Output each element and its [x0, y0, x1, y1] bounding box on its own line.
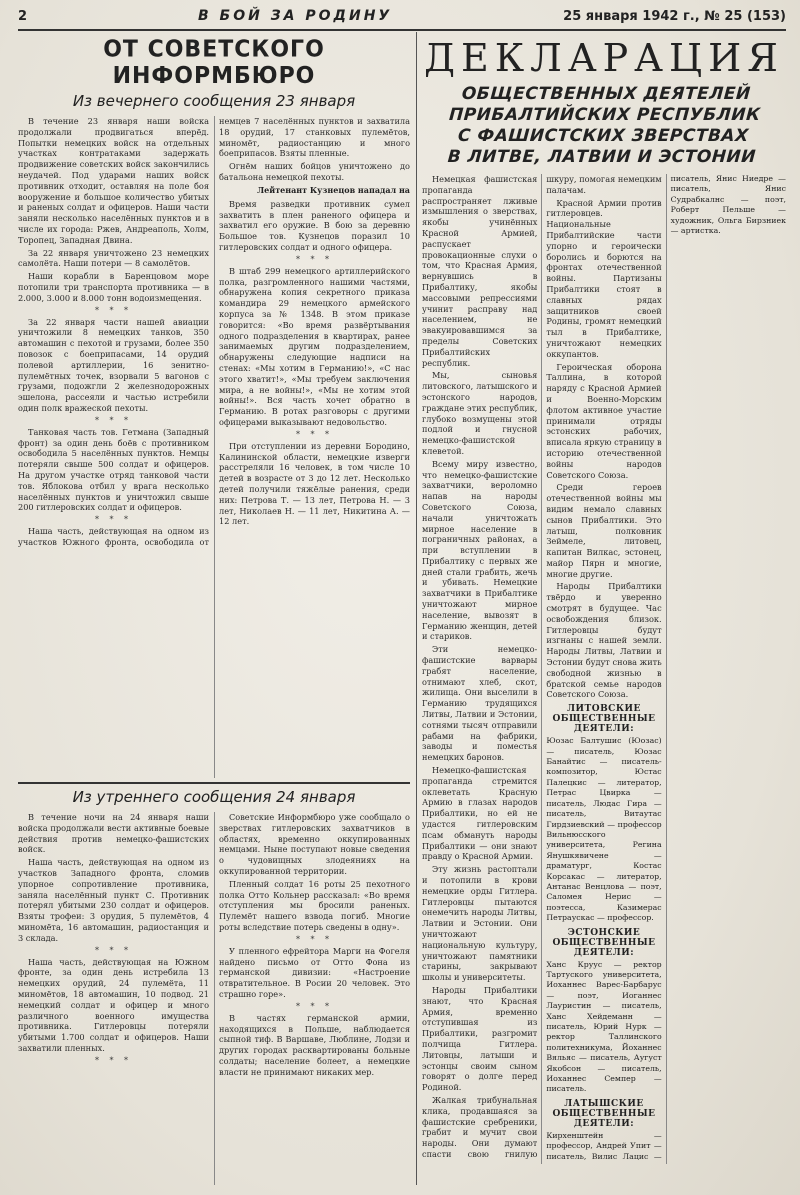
- morning-report: [18, 812, 410, 1185]
- article-paragraph: Красной Армии против гитлеровцев. Национальные Прибалтийские части упорно и героически боролись и борются на фронтах отечественной войны. Партизаны Прибалтики стоят в славных рядах защитников своей Родины, громят немецкий тыл в Прибалтике, уничтожают немецких оккупантов.: [546, 197, 662, 359]
- article-paragraph: Немецко-фашистская пропаганда стремится оклеветать Красную Армию в глазах народов Прибалтики, но ей не удастся гитлеровским псам обмануть народы Прибалтики — они знают правду о Красной Армии.: [422, 765, 538, 862]
- separator-stars: * * *: [94, 1055, 133, 1065]
- subtitle-line: С ФАШИСТСКИХ ЗВЕРСТВАХ: [457, 126, 750, 146]
- evening-subhead: Из вечернего сообщения 23 января: [72, 92, 356, 110]
- article-paragraph: За 22 января уничтожено 23 немецких самолёта. Наши потери — 8 самолётов.: [18, 247, 209, 269]
- article-paragraph: Огнём наших бойцов уничтожено до батальона немецкой пехоты.: [219, 161, 410, 182]
- article-paragraph: В частях германской армии, находящихся в Польше, наблюдается сыпной тиф. В Варшаве, Люблине, Лодзи и других городах расквартированы больные солдаты; население болеет, а немецкие власти не принимают никаких мер.: [219, 1012, 410, 1077]
- article-paragraph: У пленного ефрейтора Марги на Фогеля найдено письмо от Отто Фона из германской дивизии: «Настроение отвратительное. В Росии 20 человек. Это страшно горе».: [219, 945, 410, 999]
- separator-stars: * * *: [94, 945, 133, 955]
- section-divider: [18, 782, 410, 784]
- subtitle-line: ОБЩЕСТВЕННЫХ ДЕЯТЕЛЕЙ ПРИБАЛТИЙСКИХ РЕСПУБЛИК: [448, 84, 762, 125]
- signoff: Лейтенант Кузнецов нападал на: [257, 184, 410, 195]
- article-paragraph: Народы Прибалтики знают, что Красная Армия, временно отступившая из Прибалтики, разгромит полчища Гитлера. Литовцы, латыши и эстонцы своим сыном говорят о долге перед Родиной.: [422, 984, 538, 1093]
- article-paragraph: Наши корабли в Баренцовом море потопили три транспорта противника — в 2.000, 3.000 и 8.000 тонн водоизмещения.: [18, 271, 209, 303]
- page-number: 2: [18, 9, 28, 24]
- article-paragraph: Героическая оборона Таллина, в которой наряду с Красной Армией и Военно-Морским флотом активное участие принимали отряды эстонских рабочих, вписала яркую страницу в историю отечественной войны народов Советского Союза.: [546, 361, 662, 480]
- declaration-section: [422, 32, 786, 1185]
- article-paragraph: В течение 23 января наши войска продолжали продвигаться вперёд. Попытки немецких войск на отдельных участках контратаками задержать продвижение советских войск закончились неудачей. Под ударами наших войск противник отходит, оставляя на поле боя вооружение и большое количество убитых и раненых солдат и офицеров. Наши части заняли несколько населённых пунктов и в числе их города: Ржев, Андреаполь, Холм, Торопец, Западная Двина.: [18, 116, 209, 245]
- issue-date: 25 января 1942 г., № 25 (153): [563, 9, 786, 24]
- article-paragraph: В штаб 299 немецкого артиллерийского полка, разгромленного нашими частями, обнаружена копия секретного приказа командира 29 немецкого армейского корпуса за № 1348. В этом приказе говорится: «Во время развёртывания одного подразделения в квартирах, ранее занимаемых другим подразделением, обнаружены следующие надписи на стенах: «Мы хотим в Германию!», «С нас этого хватит!», «Мы требуем заключения мира, а не войны!», «Мы не хотим этой войны!». Вся часть хочет обратно в Германию. В ротах разговоры с другими офицерами выказывают недовольство.: [219, 265, 410, 427]
- evening-report: [18, 116, 410, 778]
- sovinform-section: [18, 32, 410, 1185]
- article-paragraph: Немецкая фашистская пропаганда распространяет лживые измышления о зверствах, якобы учинённых Красной Армией, распускает провокационные слухи о том, что Красная Армия, вернувшись в Прибалтику, якобы массовыми репрессиями учинит расправу над населением, не эвакуировавшимся за пределы Советских Прибалтийских республик.: [422, 174, 538, 368]
- article-paragraph: Жалкая трибунальная клика, продавшаяся за фашистские сребреники, грабит и мучит свои народы. Они думают спасти свою гнилую шкуру, помогая немецким палачам.: [422, 174, 662, 1159]
- article-paragraph: Эти немецко-фашистские варвары грабят население, отнимают хлеб, скот, жилища. Они выселили в Германию трудящихся Литвы, Латвии и Эстонии, сотнями тысяч отправили рабами на фабрики, заводы и поместья немецких баронов.: [422, 644, 538, 763]
- estonian-signatories: Ханс Круус — ректор Тартуского университета, Иоханнес Варес-Барбарус — поэт, Иоганнес Лауристин — писатель, Ханс Хейдеманн — писатель, Юрий Нурк — ректор Таллинского политехникума, Йоханнес Вяльяс — писатель, Аугуст Якобсон — писатель, Иоханнес Семпер — писатель.: [546, 959, 662, 1094]
- article-paragraph: Мы, сыновья литовского, латышского и эстонского народов, граждане этих республик, глубоко возмущены этой подлой и гнусной немецко-фашистской клеветой.: [422, 370, 538, 456]
- separator-stars: * * *: [295, 934, 334, 944]
- latvian-signatories: Кирхенштейн — профессор, Андрей Упит — писатель, Вилис Лацис — писатель, Янис Ниедре — писатель, Янис Судрабкалнс — поэт, Роберт Пельше — художник, Ольга Бирзниек — артистка.: [546, 174, 786, 1161]
- lithuanian-list-title: ЛИТОВСКИЕ ОБЩЕСТВЕННЫЕ ДЕЯТЕЛИ:: [552, 704, 656, 735]
- separator-stars: * * *: [94, 415, 133, 425]
- article-paragraph: Пленный солдат 16 роты 25 пехотного полка Отто Кольнер рассказал: «Во время отступления мы бросили раненых. Пулемёт нашего взвода погиб. Многие роты вследствие потерь сведены в одну».: [219, 878, 410, 932]
- declaration-heading: ДЕКЛАРАЦИЯ: [424, 36, 784, 80]
- column-rule: [416, 32, 417, 1185]
- separator-stars: * * *: [295, 429, 334, 439]
- article-paragraph: Всему миру известно, что немецко-фашистские захватчики, вероломно напав на народы Советского Союза, начали уничтожать мирное население в пограничных районах, а при вступлении в Прибалтику с первых же дней стали грабить, жечь и убивать. Немецкие захватчики в Прибалтике уничтожают мирное население, вывозят в Германию женщин, детей и стариков.: [422, 458, 538, 642]
- article-paragraph: Наша часть, действующая на Южном фронте, за один день истребила 13 немецких орудий, 24 пулемёта, 11 миномётов, 18 автомашин, 10 подвод. 21 немецкий солдат и офицер и много различного военного имущества противника. Гитлеровцы потеряли убитыми 1.700 солдат и офицеров. Наши захватили пленных.: [18, 956, 209, 1053]
- article-paragraph: Время разведки противник сумел захватить в плен раненого офицера и захватил его оружие. В бою за деревню Большое тов. Кузнецов поразил 10 гитлеровских солдат и одного офицера.: [219, 198, 410, 252]
- morning-subhead: Из утреннего сообщения 24 января: [72, 788, 356, 806]
- article-paragraph: Эту жизнь растоптали и потопили в крови немецкие орды Гитлера. Гитлеровцы пытаются онемечить народы Литвы, Латвии и Эстонии. Они уничтожают национальную культуру, уничтожают памятники старины, закрывают школы и университеты.: [422, 864, 538, 983]
- estonian-list-title: ЭСТОНСКИЕ ОБЩЕСТВЕННЫЕ ДЕЯТЕЛИ:: [552, 927, 656, 958]
- article-paragraph: В течение ночи на 24 января наши войска продолжали вести активные боевые действия против немецко-фашистских войск.: [18, 812, 209, 855]
- article-paragraph: Танковая часть тов. Гетмана (Западный фронт) за один день боёв с противником освободила 5 населённых пунктов. Немцы потеряли свыше 500 солдат и офицеров. На другом участке отряд танковой части тов. Яблокова отбил у врага несколько населённых пунктов и уничтожил свыше 200 гитлеровских солдат и офицеров.: [18, 426, 209, 513]
- latvian-list-title: ЛАТЫШСКИЕ ОБЩЕСТВЕННЫЕ ДЕЯТЕЛИ:: [552, 1098, 656, 1129]
- newspaper-title: В БОЙ ЗА РОДИНУ: [197, 8, 393, 24]
- subtitle-line: В ЛИТВЕ, ЛАТВИИ И ЭСТОНИИ: [446, 147, 757, 167]
- sovinform-heading: ОТ СОВЕТСКОГО ИНФОРМБЮРО: [103, 36, 325, 90]
- separator-stars: * * *: [295, 254, 334, 264]
- lithuanian-signatories: Юозас Балтушис (Юозас) — писатель, Юозас Банайтис — писатель-композитор, Юстас Палецкис — литератор, Петрас Цвирка — писатель, Людас Гира — писатель, Витаутас Гирдзиевский — профессор Вильнюсского университета, Регина Янушкявичене — драматург, Костас Корсакас — литератор, Антанас Венцлова — поэт, Саломея Нерис — поэтесса, Казимерас Петраускас — профессор.: [546, 736, 662, 923]
- separator-stars: * * *: [295, 1001, 334, 1011]
- article-paragraph: Наша часть, действующая на одном из участков Южного фронта, освободила от немцев 7 населённых пунктов и захватила 18 орудий, 17 станковых пулемётов, миномёт, радиостанцию и много боеприпасов. Взяты пленные.: [18, 116, 410, 547]
- article-paragraph: Среди героев отечественной войны мы видим немало славных сынов Прибалтики. Это латыш, полковник Зеймеле, литовец, капитан Вилкас, эстонец, майор Пярн и многие, многие другие.: [546, 482, 662, 579]
- separator-stars: * * *: [94, 305, 133, 315]
- separator-stars: * * *: [94, 515, 133, 525]
- article-paragraph: За 22 января части нашей авиации уничтожили 8 немецких танков, 350 автомашин с пехотой и грузами, более 350 повозок с боеприпасами, 14 орудий полевой артиллерии, 16 зенитно-пулемётных точек, взорвали 5 вагонов с грузами, подожгли 2 железнодорожных эшелона, рассеяли и частью истребили один полк вражеской пехоты.: [18, 316, 209, 413]
- article-paragraph: Советские Информбюро уже сообщало о зверствах гитлеровских захватчиков в областях, временно оккупированных немцами. Ныне поступают новые сведения о чудовищных злодеяниях на оккупированной территории.: [219, 812, 410, 876]
- article-paragraph: При отступлении из деревни Бородино, Калининской области, немецкие изверги расстреляли 16 человек, в том числе 10 детей в возрасте от 3 до 12 лет. Несколько детей получили тяжёлые ранения, среди них: Петрова Т. — 13 лет, Петрова Н. — 3 лет, Николаев Н. — 11 лет, Никитина А. — 12 лет.: [219, 440, 410, 527]
- declaration-body: [422, 174, 786, 1164]
- article-paragraph: Народы Прибалтики твёрдо и уверенно смотрят в будущее. Час освобождения близок. Гитлеровцы будут изгнаны с нашей земли. Народы Литвы, Латвии и Эстонии будут снова жить свободной жизнью в братской семье народов Советского Союза.: [546, 581, 662, 700]
- declaration-subtitle: [422, 84, 786, 168]
- article-paragraph: Наша часть, действующая на одном из участков Западного фронта, сломив упорное сопротивление противника, заняла населённый пункт С. Противник потерял убитыми 230 солдат и офицеров. Взяты трофеи: 3 орудия, 5 пулемётов, 4 миномёта, 16 автомашин, радиостанция и 3 склада.: [18, 857, 209, 943]
- masthead: [18, 8, 786, 31]
